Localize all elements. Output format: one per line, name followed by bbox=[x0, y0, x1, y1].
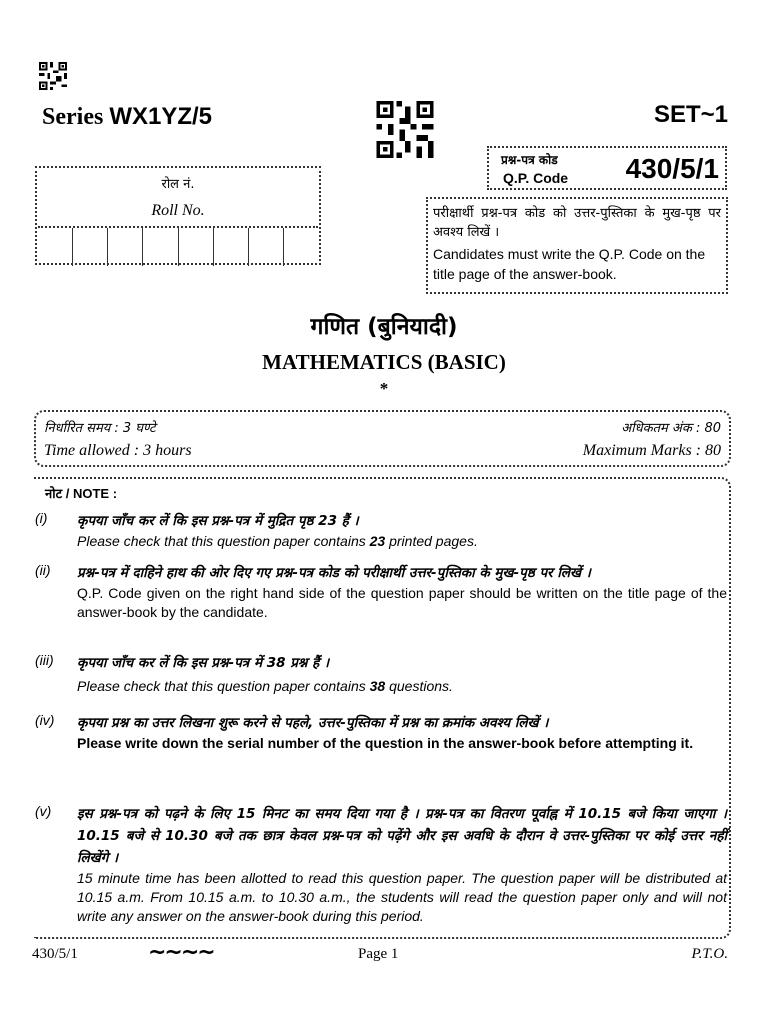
footer-wave: ~~~~ bbox=[148, 940, 214, 965]
note-item-number: (i) bbox=[35, 510, 48, 526]
qr-code-icon bbox=[375, 101, 435, 158]
roll-number-box bbox=[35, 166, 321, 265]
candidate-instruction-hindi: परीक्षार्थी प्रश्न-पत्र कोड को उत्तर-पुस्तिका के मुख-पृष्ठ पर अवश्य लिखें । bbox=[433, 206, 721, 240]
series-label: Series bbox=[42, 104, 104, 130]
note-item-hindi: कृपया प्रश्न का उत्तर लिखना शुरू करने से पहले, उत्तर-पुस्तिका में प्रश्न का क्रमांक अवश्य लिखें । bbox=[77, 715, 549, 731]
qr-code-small-icon bbox=[38, 62, 68, 90]
note-item bbox=[35, 712, 731, 753]
title-star: * bbox=[379, 379, 389, 398]
note-item-number: (iii) bbox=[35, 652, 54, 668]
roll-digit-box[interactable] bbox=[73, 228, 108, 266]
roll-digit-box[interactable] bbox=[284, 228, 318, 266]
note-item-english: Please check that this question paper contains 23 printed pages. bbox=[77, 533, 478, 549]
roll-digit-box[interactable] bbox=[214, 228, 249, 266]
note-item-english: 15 minute time has been allotted to read this question paper. The question paper will be distributed at 10.15 a.m. From 10.15 a.m. to 10.30 a.m., the students will read the question paper only and will not write any answer on the answer-book during this period. bbox=[77, 870, 727, 924]
note-item-english: Q.P. Code given on the right hand side of the question paper should be written on the title page of the answer-book by the candidate. bbox=[77, 585, 727, 620]
pto-label: P.T.O. bbox=[691, 946, 728, 962]
note-item-english: Please write down the serial number of the question in the answer-book before attempting it. bbox=[77, 735, 694, 751]
time-marks-box bbox=[34, 410, 731, 467]
note-item-hindi: इस प्रश्न-पत्र को पढ़ने के लिए 15 मिनट का समय दिया गया है । प्रश्न-पत्र का वितरण पूर्वाह्न में 10.15 बजे किया जाएगा । 10.15 बजे से 10.30 बजे तक छात्र केवल प्रश्न-पत्र को पढ़ेंगे और इस अवधि के दौरान वे उत्तर-पुस्तिका पर कोई उत्तर नहीं लिखेंगे । bbox=[77, 806, 727, 866]
page-number: Page 1 bbox=[358, 946, 399, 962]
note-item-number: (ii) bbox=[35, 562, 51, 578]
series-line bbox=[42, 103, 212, 131]
series-code: WX1YZ/5 bbox=[109, 103, 213, 130]
roll-number-grid[interactable] bbox=[38, 226, 318, 266]
roll-digit-box[interactable] bbox=[179, 228, 214, 266]
qp-label-english: Q.P. Code bbox=[503, 170, 569, 186]
candidate-instruction-box bbox=[426, 197, 728, 294]
time-allowed-hindi: निर्धारित समय : 3 घण्टे bbox=[44, 421, 156, 436]
roll-digit-box[interactable] bbox=[108, 228, 143, 266]
candidate-instruction-english: Candidates must write the Q.P. Code on the title page of the answer-book. bbox=[433, 246, 706, 282]
qp-label-hindi: प्रश्न-पत्र कोड bbox=[501, 153, 558, 167]
max-marks-english: Maximum Marks : 80 bbox=[582, 442, 721, 459]
note-item-hindi: प्रश्न-पत्र में दाहिने हाथ की ओर दिए गए प्रश्न-पत्र कोड को परीक्षार्थी उत्तर-पुस्तिका के मुख-पृष्ठ पर लिखें । bbox=[77, 565, 591, 581]
note-item bbox=[35, 652, 731, 696]
footer-qp-code: 430/5/1 bbox=[32, 946, 78, 962]
note-item-hindi: कृपया जाँच कर लें कि इस प्रश्न-पत्र में मुद्रित पृष्ठ 23 हैं । bbox=[77, 513, 359, 529]
note-item bbox=[35, 562, 731, 622]
note-item-number: (iv) bbox=[35, 712, 55, 728]
note-item-english: Please check that this question paper contains 38 questions. bbox=[77, 678, 453, 694]
set-label: SET~1 bbox=[653, 101, 728, 128]
note-title: नोट / NOTE : bbox=[45, 486, 118, 501]
roll-digit-box[interactable] bbox=[143, 228, 178, 266]
roll-digit-box[interactable] bbox=[38, 228, 73, 266]
note-item-number: (v) bbox=[35, 803, 52, 819]
note-item bbox=[35, 510, 731, 551]
note-item-hindi: कृपया जाँच कर लें कि इस प्रश्न-पत्र में 38 प्रश्न हैं । bbox=[77, 655, 330, 671]
qp-code-value: 430/5/1 bbox=[625, 153, 719, 184]
qp-code-box bbox=[487, 146, 727, 190]
note-item bbox=[35, 803, 731, 926]
subject-title-english: MATHEMATICS (BASIC) bbox=[262, 350, 506, 374]
max-marks-hindi: अधिकतम अंक : 80 bbox=[621, 421, 721, 436]
time-allowed-english: Time allowed : 3 hours bbox=[44, 442, 192, 459]
roll-label-english: Roll No. bbox=[151, 202, 205, 219]
roll-label-hindi: रोल नं. bbox=[161, 177, 195, 192]
roll-digit-box[interactable] bbox=[249, 228, 284, 266]
subject-title-hindi: गणित (बुनियादी) bbox=[310, 314, 458, 340]
